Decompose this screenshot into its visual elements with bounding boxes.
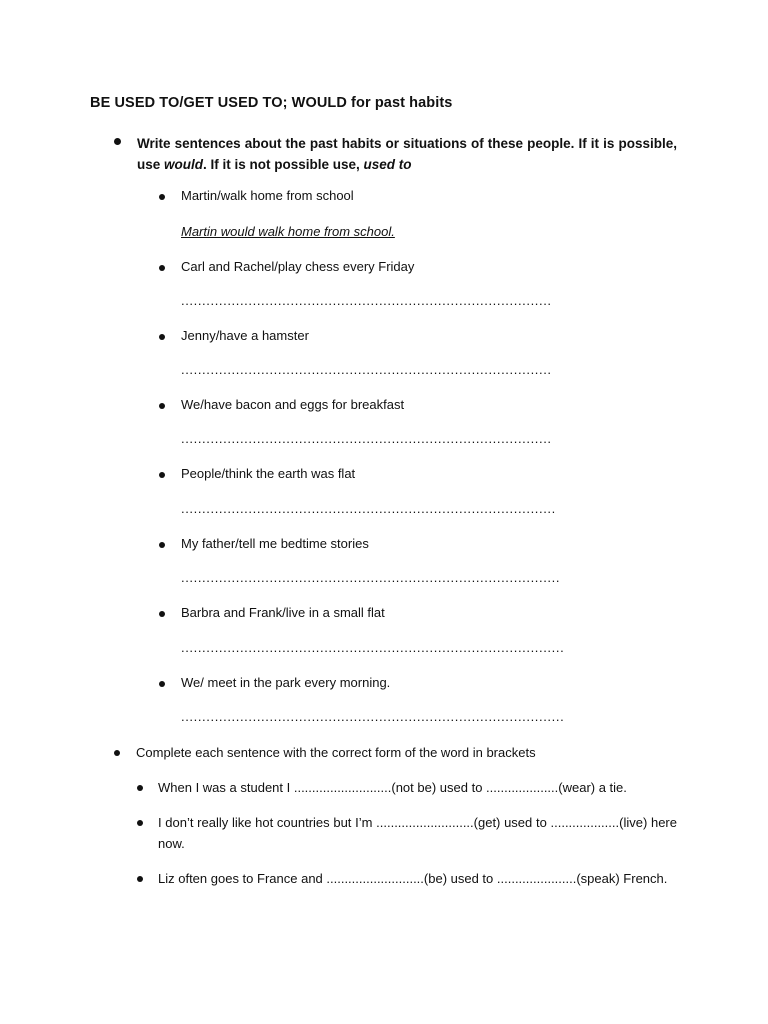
exercise-item: Carl and Rachel/play chess every Friday [181,259,415,274]
fill-in-sentence[interactable]: Liz often goes to France and ...........................(be) used to ......................(speak) French. [158,871,668,886]
exercise-item: People/think the earth was flat [181,466,356,481]
answer-line[interactable]: ........................................................................................... [181,640,565,655]
answer-line[interactable]: ........................................................................................... [181,709,565,724]
item-bullet [159,334,165,340]
example-answer: Martin would walk home from school. [181,224,395,239]
answer-line[interactable]: ........................................................................................ [181,362,552,377]
answer-line[interactable]: .......................................................................................... [181,570,561,585]
section1-bullet [114,138,121,145]
section2-bullet [114,750,120,756]
exercise-item: Barbra and Frank/live in a small flat [181,605,385,620]
sentence-bullet [137,876,143,882]
item-bullet [159,265,165,271]
worksheet-title: BE USED TO/GET USED TO; WOULD for past habits [90,95,453,111]
item-bullet [159,472,165,478]
instruction-text-a: Write sentences about the past habits or situations of these people. If it is possible, use [137,136,677,172]
item-bullet [159,403,165,409]
exercise-item: We/have bacon and eggs for breakfast [181,397,405,412]
exercise-item: We/ meet in the park every morning. [181,675,391,690]
sentence-bullet [137,785,143,791]
instruction-would: would [164,157,204,172]
answer-line[interactable]: ......................................................................................... [181,501,556,516]
section1-instruction [137,133,677,175]
example-prompt: Martin/walk home from school [181,188,354,203]
sentence-bullet [137,820,143,826]
exercise-item: My father/tell me bedtime stories [181,536,369,551]
item-bullet [159,542,165,548]
fill-in-sentence[interactable]: When I was a student I ...........................(not be) used to ....................(wear) a tie. [158,780,627,795]
section2-instruction: Complete each sentence with the correct form of the word in brackets [136,745,536,760]
instruction-text-b: . If it is not possible use, [203,157,364,172]
answer-line[interactable]: ........................................................................................ [181,431,552,446]
instruction-used-to: used to [363,157,412,172]
item-bullet [159,611,165,617]
item-bullet [159,194,165,200]
exercise-item: Jenny/have a hamster [181,328,309,343]
item-bullet [159,681,165,687]
answer-line[interactable]: ........................................................................................ [181,293,552,308]
fill-in-sentence[interactable]: I don’t really like hot countries but I’m ...........................(get) used to ...................(live) here now. [158,815,677,851]
